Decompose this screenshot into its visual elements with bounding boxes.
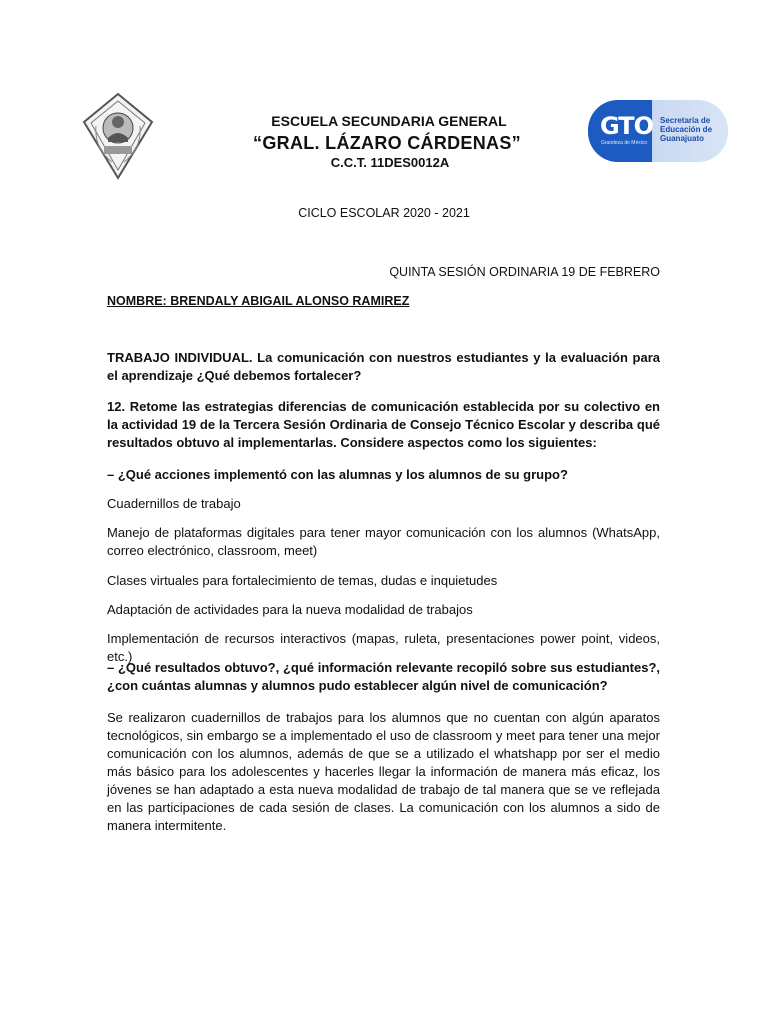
school-type: ESCUELA SECUNDARIA GENERAL [271, 113, 507, 129]
school-cycle: CICLO ESCOLAR 2020 - 2021 [298, 206, 470, 220]
school-name: “GRAL. LÁZARO CÁRDENAS” [253, 133, 521, 153]
intro-paragraph: TRABAJO INDIVIDUAL. La comunicación con nuestros estudiantes y la evaluación para el aprendizaje ¿Qué debemos fortalecer? [107, 350, 660, 383]
gto-logo-org: Secretaría de Educación de Guanajuato [660, 116, 713, 143]
answer-paragraph: Se realizaron cuadernillos de trabajos para los alumnos que no cuentan con algún aparatos tecnológicos, sin embargo se a implementado el uso de classroom y meet para tener una mejor comunicación con los alumnos, además de que se a utilizado el whatshapp por ser el medio más básico para los adolescentes y hacerles llegar la información de manera más eficaz, los jóvenes se han adaptado a esta nueva modalidad de trabajo de tal manera que se ve reflejada en las participaciones de cada sesión de clases. La comunicación con los alumnos a sido de manera intermitente. [107, 710, 660, 833]
session-date: QUINTA SESIÓN ORDINARIA 19 DE FEBRERO [389, 265, 660, 279]
list-item: Manejo de plataformas digitales para tener mayor comunicación con los alumnos (WhatsApp, correo electrónico, classroom, meet) [107, 525, 660, 558]
list-item: Implementación de recursos interactivos (mapas, ruleta, presentaciones power point, videos, etc.) [107, 631, 660, 664]
question-actions: – ¿Qué acciones implementó con las alumnas y los alumnos de su grupo? [107, 467, 568, 482]
list-item: Cuadernillos de trabajo [107, 496, 241, 511]
student-name: NOMBRE: BRENDALY ABIGAIL ALONSO RAMIREZ [107, 294, 410, 308]
school-cct: C.C.T. 11DES0012A [330, 155, 450, 170]
gto-logo-tagline: Grandeza de México [601, 140, 648, 146]
question-12: 12. Retome las estrategias diferencias de comunicación establecida por su colectivo en la actividad 19 de la Tercera Sesión Ordinaria de Consejo Técnico Escolar y describa qué resultados obtuvo al implementarlas. Considere aspectos como los siguientes: [107, 399, 660, 450]
gto-logo-text: GTO [600, 112, 654, 140]
question-results: – ¿Qué resultados obtuvo?, ¿qué información relevante recopiló sobre sus estudiantes?, ¿con cuántas alumnas y alumnos pudo establecer algún nivel de comunicación? [107, 660, 660, 693]
list-item: Clases virtuales para fortalecimiento de temas, dudas e inquietudes [107, 573, 498, 588]
list-item: Adaptación de actividades para la nueva modalidad de trabajos [107, 602, 473, 617]
